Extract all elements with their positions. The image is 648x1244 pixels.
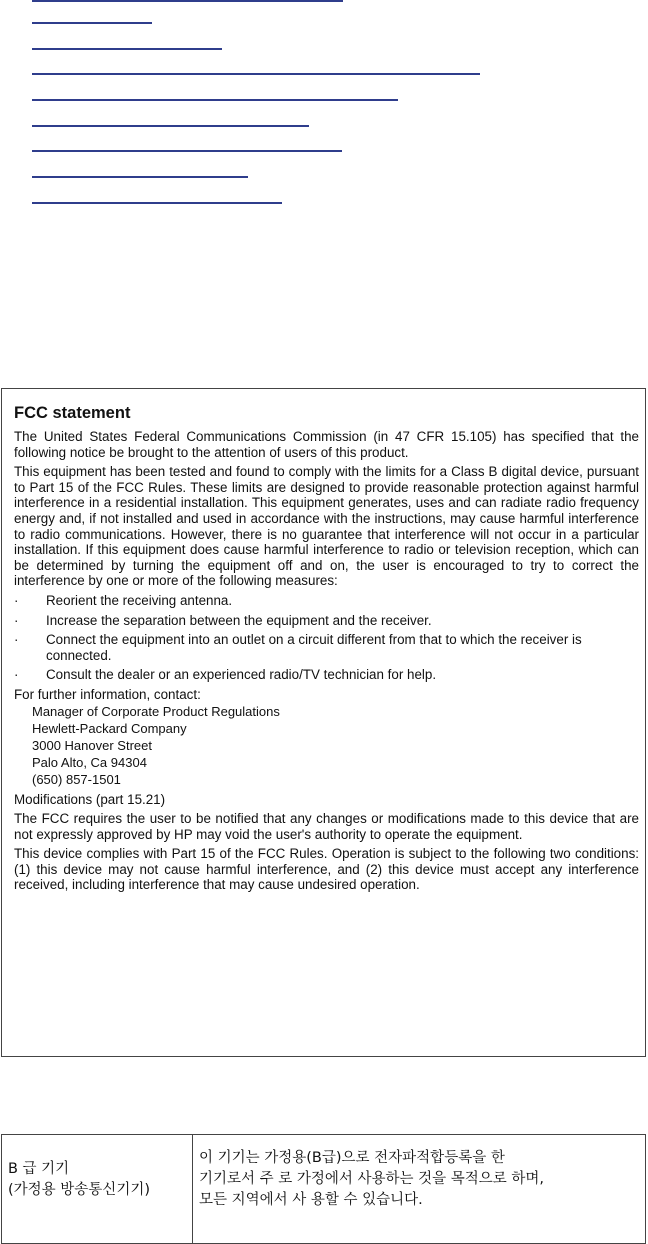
fcc-statement-box (1, 388, 646, 1057)
fcc-title: FCC statement (14, 404, 131, 422)
toc-link-8[interactable] (32, 176, 248, 178)
toc-link-1[interactable] (32, 0, 343, 2)
contact-line: Manager of Corporate Product Regulations (32, 703, 280, 719)
toc-link-4[interactable] (32, 73, 480, 75)
device-class-cell: B 급 기기 (가정용 방송통신기기) (2, 1135, 193, 1244)
contact-address (32, 703, 639, 788)
compliance-text: This device complies with Part 15 of the FCC Rules. Operation is subject to the following two conditions: (1) this device may not cause harmful interference, and (2) this device must accept any interference received, including interference that may cause undesired operation. (14, 846, 639, 893)
toc-link-7[interactable] (32, 150, 342, 152)
contact-line: Palo Alto, Ca 94304 (32, 754, 147, 770)
contact-line: (650) 857-1501 (32, 771, 121, 787)
list-item: · Consult the dealer or an experienced radio/TV technician for help. (14, 667, 437, 683)
list-item: · Connect the equipment into an outlet on a circuit different from that to which the receiver is connected. (14, 632, 582, 663)
fcc-intro: The United States Federal Communications Commission (in 47 CFR 15.105) has specified that the following notice be brought to the attention of users of this product. (14, 429, 639, 460)
table-row (2, 1135, 646, 1244)
fcc-body: This equipment has been tested and found to comply with the limits for a Class B digital device, pursuant to Part 15 of the FCC Rules. These limits are designed to provide reasonable protection against harmful interference in a residential installation. This equipment generates, uses and can radiate radio frequency energy and, if not installed and used in accordance with the instructions, may cause harmful interference to radio communications. However, there is no guarantee that interference will not occur in a particular installation. If this equipment does cause harmful interference to radio or television reception, which can be determined by turning the equipment off and on, the user is encouraged to try to correct the interference by one or more of the following measures: (14, 464, 639, 589)
contact-line: Hewlett-Packard Company (32, 720, 187, 736)
list-item: · Reorient the receiving antenna. (14, 592, 233, 608)
modifications-heading: Modifications (part 15.21) (14, 791, 166, 807)
toc-link-9[interactable] (32, 202, 282, 204)
toc-link-2[interactable] (32, 22, 152, 24)
modifications-text: The FCC requires the user to be notified that any changes or modifications made to this device that are not expressly approved by HP may void the user's authority to operate the equipment. (14, 811, 639, 842)
measures-list (14, 593, 639, 683)
toc-link-3[interactable] (32, 48, 222, 50)
toc-link-5[interactable] (32, 99, 398, 101)
list-item: · Increase the separation between the equipment and the receiver. (14, 612, 432, 628)
contact-intro: For further information, contact: (14, 686, 201, 702)
toc-link-6[interactable] (32, 125, 309, 127)
contact-line: 3000 Hanover Street (32, 737, 152, 753)
notice-cell: 이 기기는 가정용(B급)으로 전자파적합등록을 한 기기로서 주 로 가정에서 사용하는 것을 목적으로 하며, 모든 지역에서 사 용할 수 있습니다. (193, 1135, 646, 1244)
korean-class-b-table (1, 1134, 646, 1244)
